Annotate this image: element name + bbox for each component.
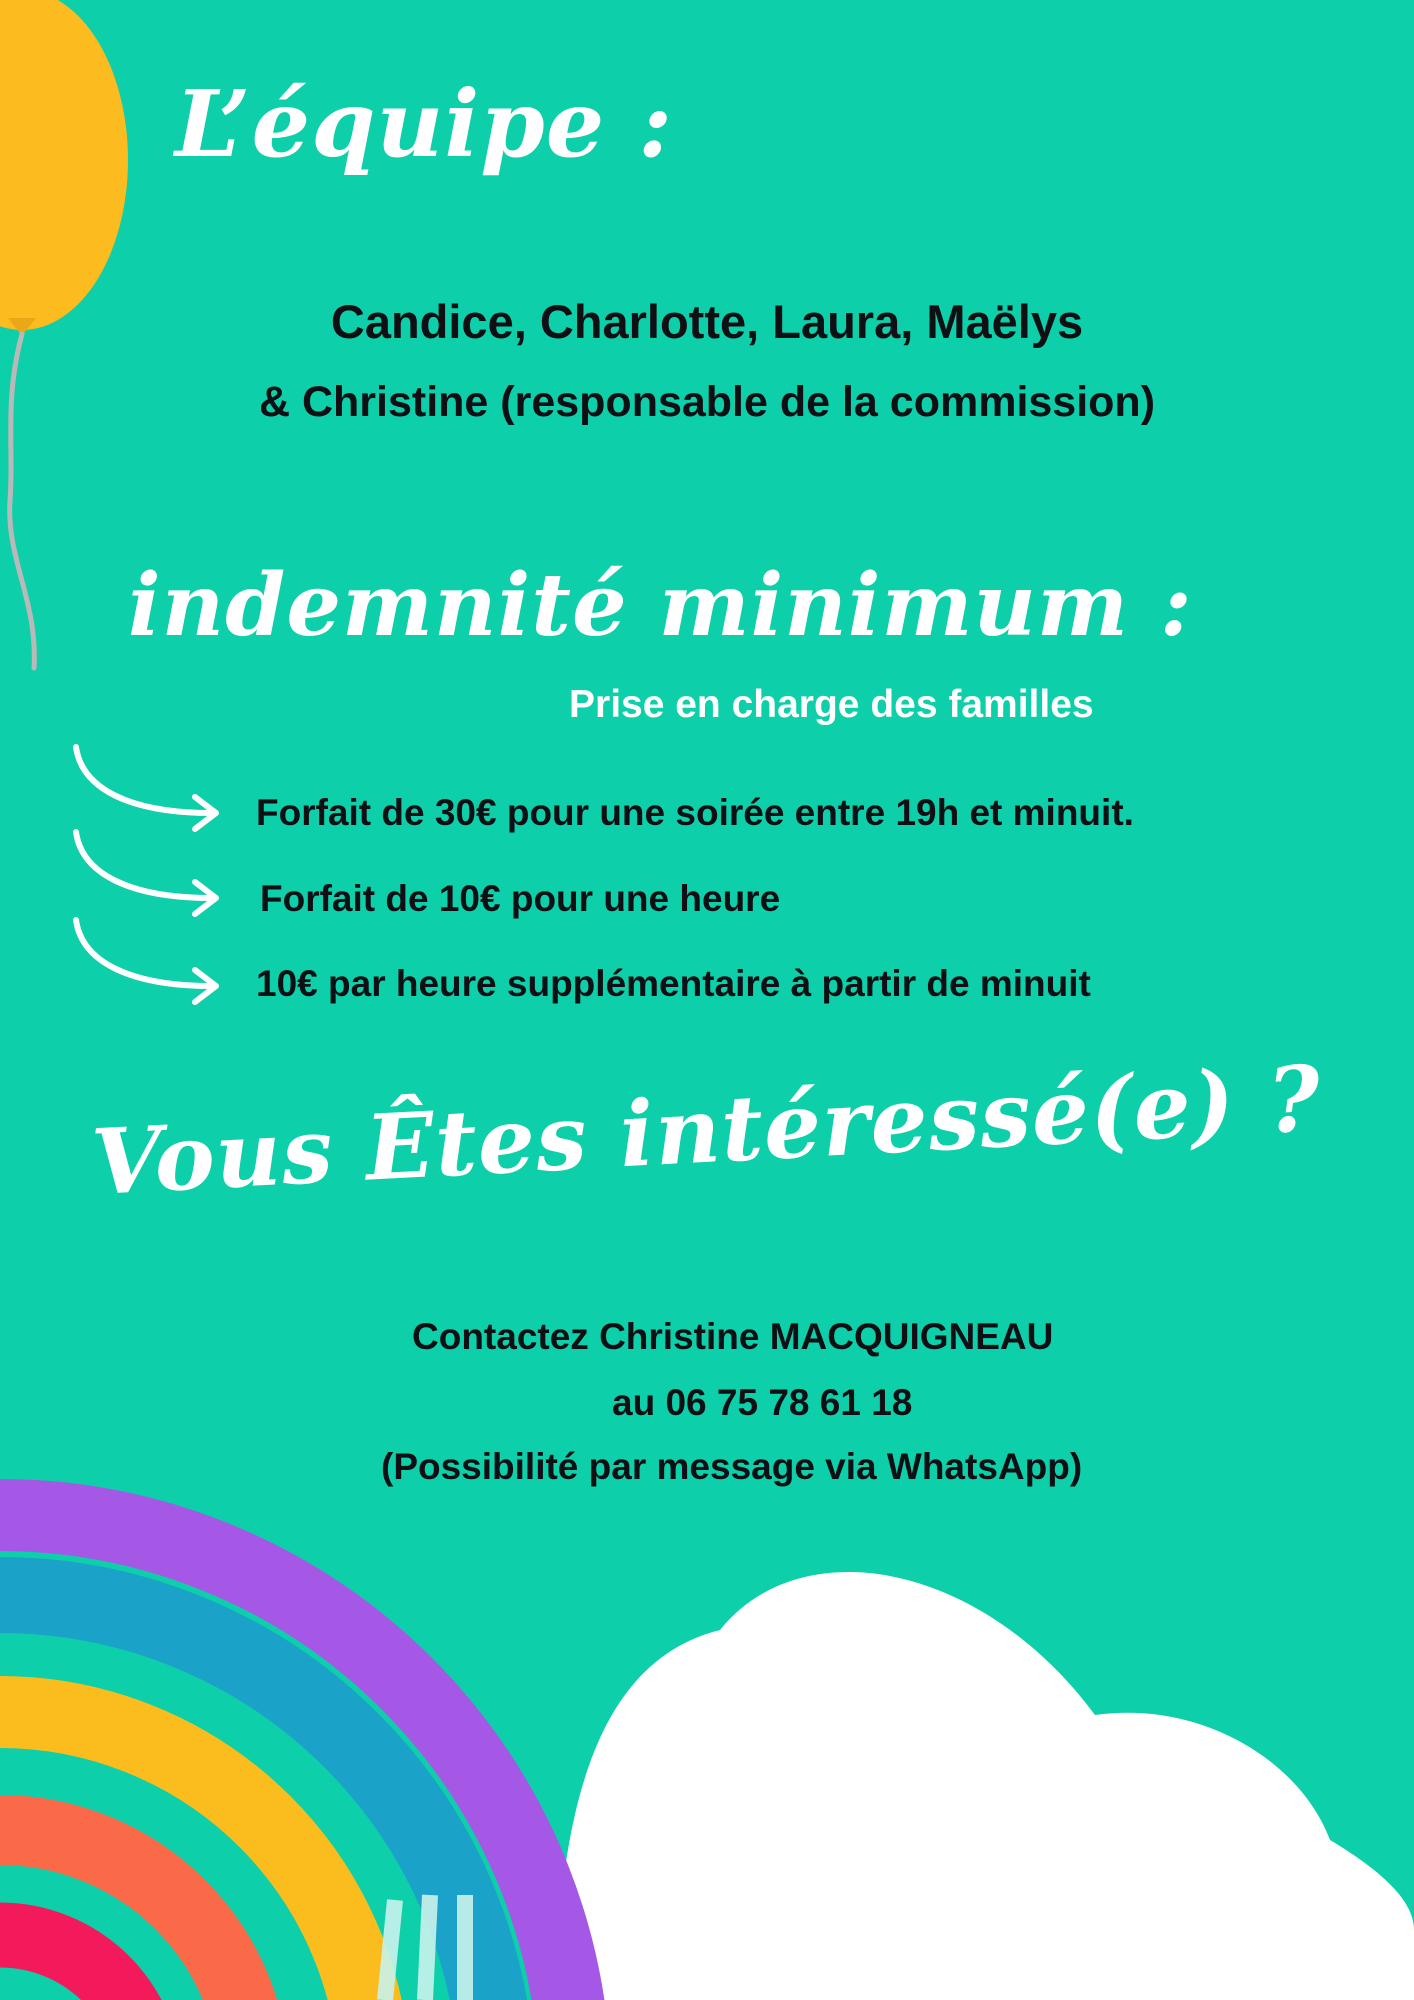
team-title: L’équipe :: [175, 70, 674, 178]
indemnity-item: 10€ par heure supplémentaire à partir de minuit: [256, 963, 1091, 1004]
team-members-line1: Candice, Charlotte, Laura, Maëlys: [330, 295, 1084, 348]
indemnity-item: Forfait de 30€ pour une soirée entre 19h et minuit.: [256, 792, 1134, 833]
indemnity-item: Forfait de 10€ pour une heure: [260, 878, 781, 919]
indemnity-title: indemnité minimum :: [128, 555, 1193, 656]
contact-name: Contactez Christine MACQUIGNEAU: [412, 1316, 1054, 1357]
contact-phone: au 06 75 78 61 18: [612, 1382, 913, 1423]
contact-note: (Possibilité par message via WhatsApp): [381, 1446, 1083, 1487]
contact-title: Vous Êtes intéressé(e) ?: [89, 1045, 1324, 1216]
team-members-line2: & Christine (responsable de la commission): [258, 378, 1156, 426]
arrow-icon: [62, 908, 232, 1018]
cloud-icon: [555, 1572, 1414, 2000]
indemnity-subtitle: Prise en charge des familles: [569, 683, 1094, 726]
